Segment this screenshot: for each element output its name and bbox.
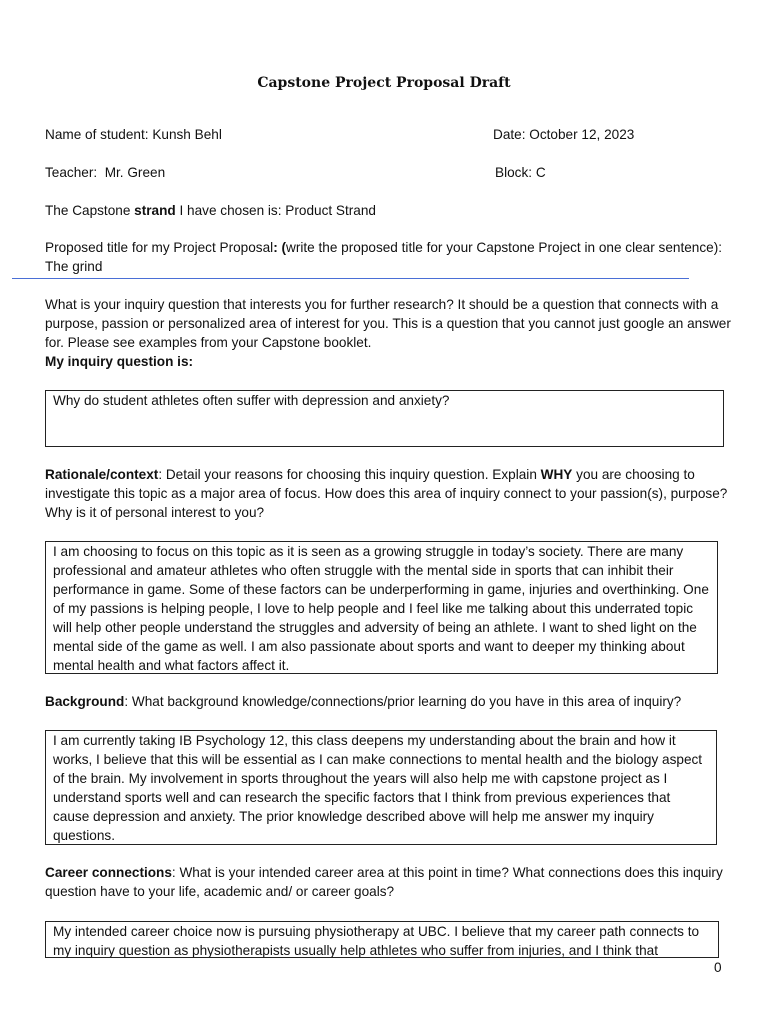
student-name-label: Name of student:: [45, 127, 149, 142]
background-prompt-text: : What background knowledge/connections/prior learning do you have in this area of inquiry?: [124, 694, 682, 709]
strand-bold: strand: [134, 203, 176, 218]
proposed-title-prefix: Proposed title for my Project Proposal: [45, 240, 274, 255]
background-prompt: [45, 692, 745, 711]
proposed-title-colon: : (: [273, 240, 287, 255]
student-name-row: [45, 125, 222, 144]
proposed-title-instruction: write the proposed title for your Capstone Project in one clear sentence):: [286, 240, 723, 255]
career-answer-box[interactable]: [45, 921, 719, 958]
page-number: 0: [714, 960, 722, 975]
document-title: Capstone Project Proposal Draft: [257, 75, 511, 91]
divider-line: [12, 278, 689, 279]
teacher-value: Mr. Green: [104, 165, 166, 180]
background-answer-box[interactable]: [45, 730, 717, 845]
career-label: Career connections: [45, 865, 172, 880]
date-label: Date:: [493, 127, 526, 142]
rationale-answer-box[interactable]: [45, 541, 718, 674]
strand-row: [45, 201, 376, 220]
career-prompt-text: : What is your intended career area at this point in time? What connections does this inquiry question have to your life, academic and/ or career goals?: [45, 865, 723, 899]
strand-middle: I have chosen is:: [175, 203, 286, 218]
rationale-prompt: [45, 465, 735, 522]
strand-prefix: The Capstone: [45, 203, 135, 218]
teacher-label: Teacher:: [45, 165, 98, 180]
inquiry-answer-box[interactable]: [45, 390, 724, 447]
inquiry-prompt: What is your inquiry question that interests you for further research? It should be a question that connects with a purpose, passion or personalized area of interest for you. This is a question that you cannot just google an answer for. Please see examples from your Capstone booklet.: [45, 297, 731, 350]
student-name-value: Kunsh Behl: [152, 127, 222, 142]
inquiry-answer: Why do student athletes often suffer with depression and anxiety?: [53, 393, 450, 408]
rationale-prompt-a: : Detail your reasons for choosing this inquiry question. Explain: [158, 467, 541, 482]
block-row: [495, 163, 546, 182]
proposed-title-value: The grind: [45, 259, 103, 274]
proposed-title-row: [45, 238, 725, 276]
inquiry-label-text: My inquiry question is:: [45, 354, 194, 369]
block-label: Block:: [495, 165, 533, 180]
rationale-label: Rationale/context: [45, 467, 159, 482]
teacher-row: [45, 163, 165, 182]
background-answer: I am currently taking IB Psychology 12, this class deepens my understanding about the brain and how it works, I believe that this will be essential as I can make connections to mental health and the biology aspect of the brain. My involvement in sports throughout the years will also help me with capstone project as I understand sports well and can research the specific factors that I think from previous experiences that cause depression and anxiety. The prior knowledge described above will help me answer my inquiry questions.: [53, 733, 703, 843]
date-row: [493, 125, 634, 144]
rationale-why: WHY: [540, 467, 573, 482]
inquiry-label: [45, 352, 193, 371]
block-value: C: [535, 165, 546, 180]
rationale-answer: I am choosing to focus on this topic as it is seen as a growing struggle in today’s society. There are many professional and amateur athletes who often struggle with the mental side in sports that can inhibit their performance in game. Some of these factors can be underperforming in game, injuries and overthinking. One of my passions is helping people, I love to help people and I feel like me talking about this underrated topic will help other people understand the struggles and adversity of being an athlete. I want to shed light on the mental side of the game as well. I am also passionate about sports and want to deeper my thinking about mental health and what factors affect it.: [53, 544, 709, 673]
strand-value: Product Strand: [285, 203, 376, 218]
date-value: October 12, 2023: [529, 127, 635, 142]
career-prompt: [45, 863, 735, 901]
rationale-prompt-b: you are choosing to investigate this topic as a major area of focus. How does this area of inquiry connect to your passion(s), purpose? Why is it of personal interest to you?: [45, 467, 728, 520]
background-label: Background: [45, 694, 125, 709]
career-answer: My intended career choice now is pursuing physiotherapy at UBC. I believe that my career path connects to my inquiry question as physiotherapists usually help athletes who suffer from injuries, and I think that: [53, 924, 700, 958]
